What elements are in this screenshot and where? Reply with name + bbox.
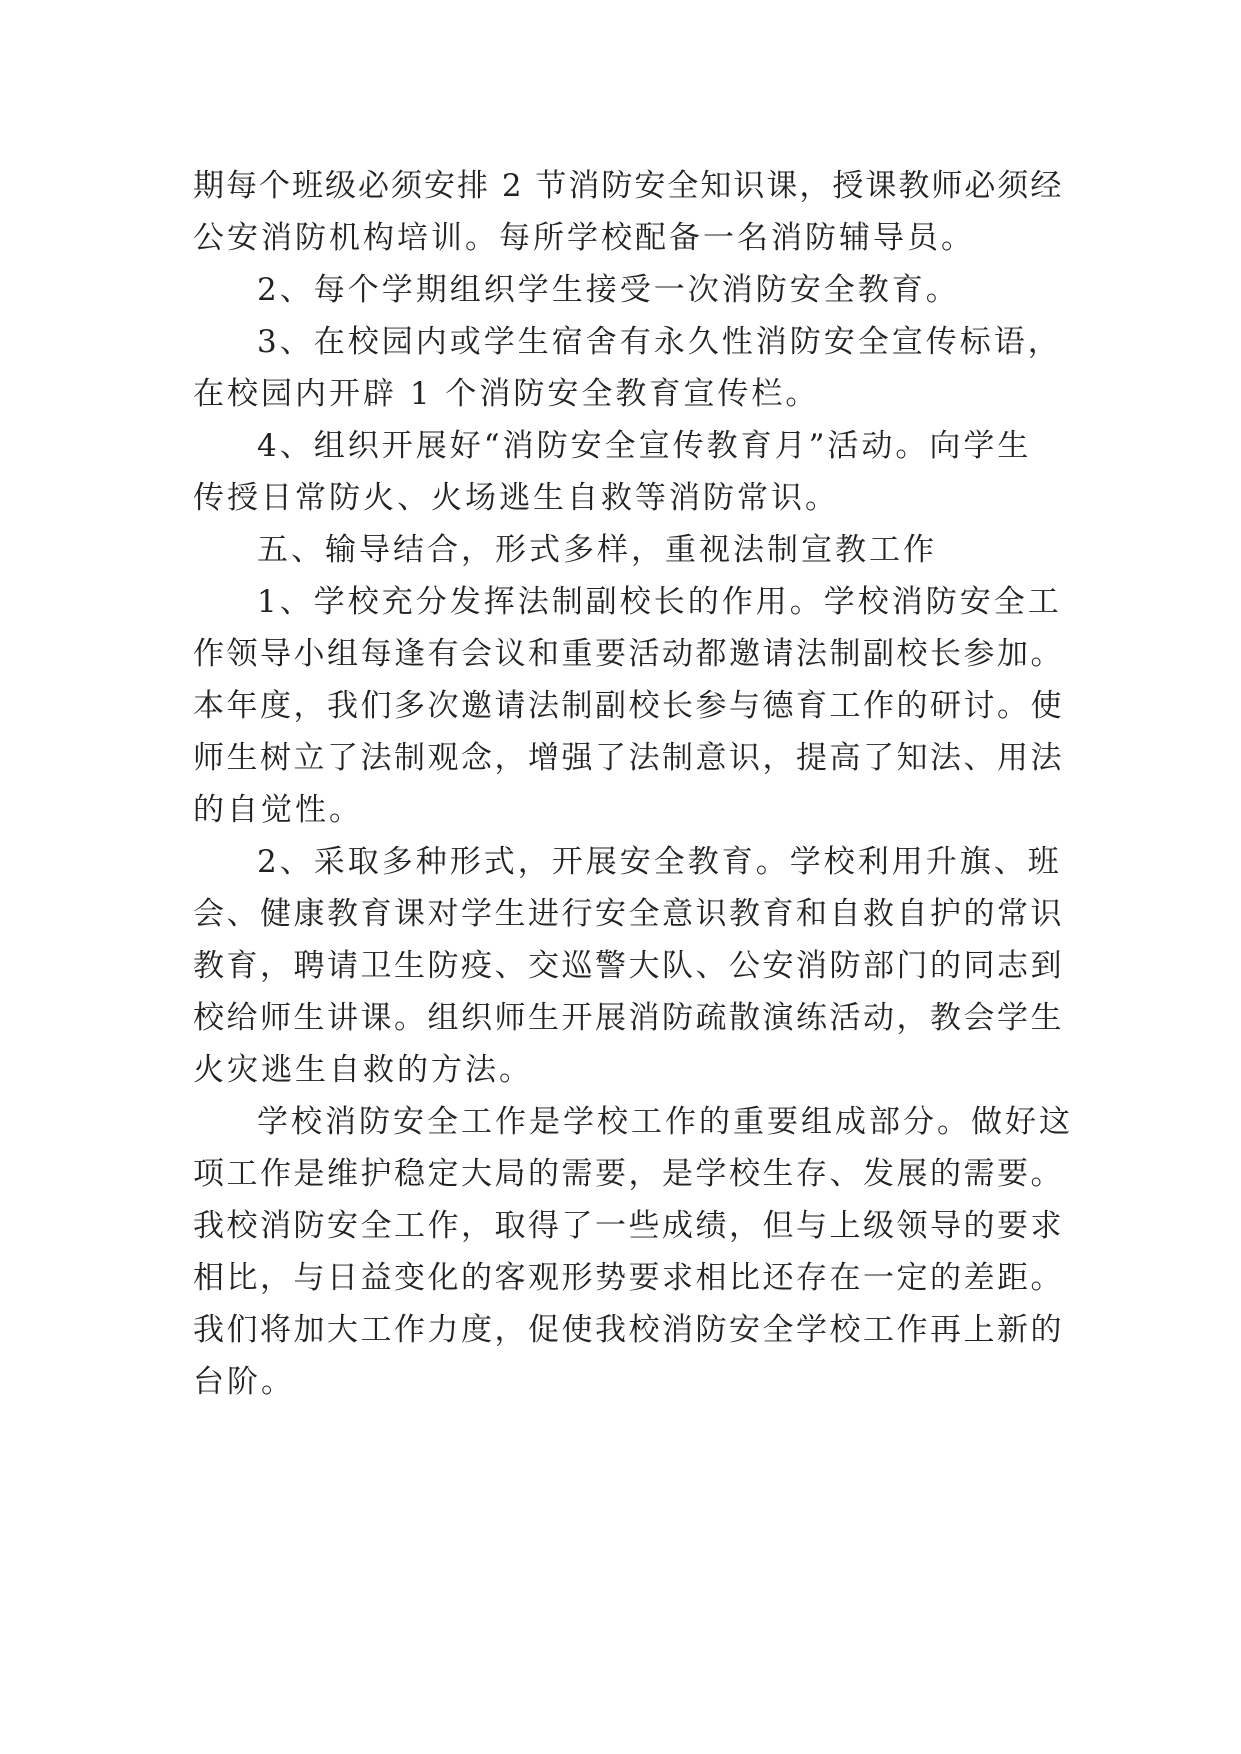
text-line: 项工作是维护稳定大局的需要，是学校生存、发展的需要。 — [193, 1156, 1064, 1192]
document-body — [193, 160, 1073, 1408]
text-line: 五、输导结合，形式多样，重视法制宣教工作 — [257, 532, 937, 568]
text-line: 2、每个学期组织学生接受一次消防安全教育。 — [257, 272, 960, 308]
text-line: 4、组织开展好“消防安全宣传教育月”活动。向学生 — [257, 428, 1032, 464]
text-line: 本年度，我们多次邀请法制副校长参与德育工作的研讨。使 — [193, 688, 1064, 724]
text-line: 教育，聘请卫生防疫、交巡警大队、公安消防部门的同志到 — [193, 948, 1064, 984]
text-line: 的自觉性。 — [193, 792, 363, 828]
text-line: 3、在校园内或学生宿舍有永久性消防安全宣传标语， — [257, 324, 1062, 360]
text-line: 师生树立了法制观念，增强了法制意识，提高了知法、用法 — [193, 740, 1064, 776]
text-line: 公安消防机构培训。每所学校配备一名消防辅导员。 — [193, 220, 975, 256]
text-line: 传授日常防火、火场逃生自救等消防常识。 — [193, 480, 839, 516]
text-line: 在校园内开辟 1 个消防安全教育宣传栏。 — [193, 376, 820, 412]
text-line: 火灾逃生自救的方法。 — [193, 1052, 533, 1088]
text-line: 期每个班级必须安排 2 节消防安全知识课，授课教师必须经 — [193, 168, 1064, 204]
text-line: 1、学校充分发挥法制副校长的作用。学校消防安全工 — [257, 584, 1062, 620]
text-line: 2、采取多种形式，开展安全教育。学校利用升旗、班 — [257, 844, 1062, 880]
text-line: 台阶。 — [193, 1364, 295, 1400]
text-line: 作领导小组每逢有会议和重要活动都邀请法制副校长参加。 — [193, 636, 1064, 672]
text-line: 我校消防安全工作，取得了一些成绩，但与上级领导的要求 — [193, 1208, 1064, 1244]
text-line: 会、健康教育课对学生进行安全意识教育和自救自护的常识 — [193, 896, 1064, 932]
text-line: 校给师生讲课。组织师生开展消防疏散演练活动，教会学生 — [193, 1000, 1064, 1036]
text-line: 我们将加大工作力度，促使我校消防安全学校工作再上新的 — [193, 1312, 1064, 1348]
text-line: 相比，与日益变化的客观形势要求相比还存在一定的差距。 — [193, 1260, 1064, 1296]
text-line: 学校消防安全工作是学校工作的重要组成部分。做好这 — [257, 1104, 1073, 1140]
